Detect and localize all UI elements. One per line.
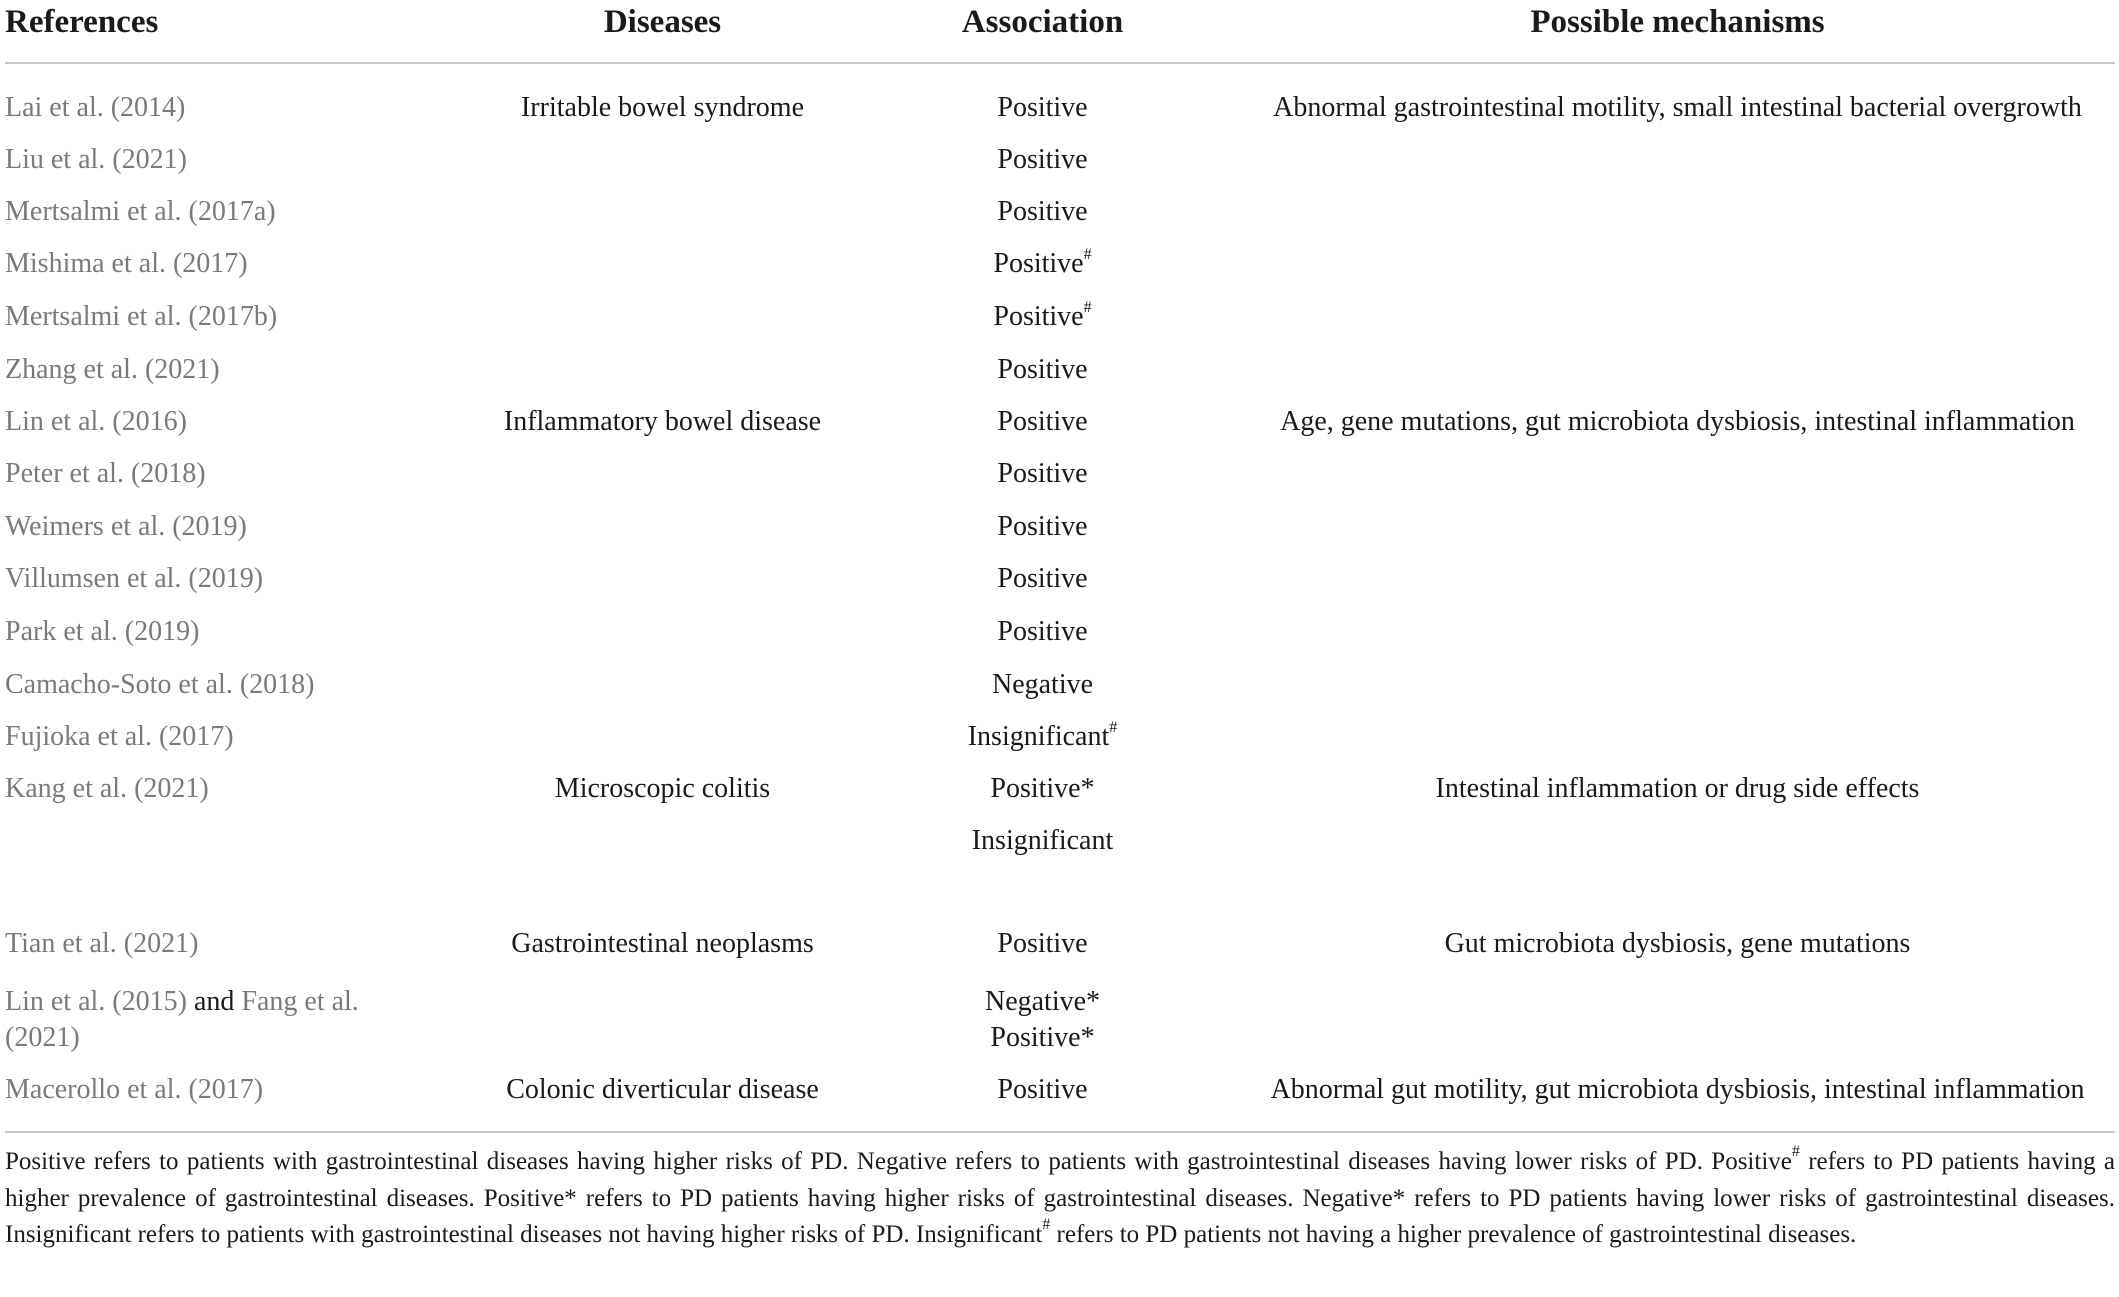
ref-link-fang-2021[interactable]: Fang et al. [241, 986, 359, 1017]
ref-and: and [186, 986, 242, 1017]
ref-link[interactable]: Tian et al. (2021) [5, 928, 199, 959]
association-text: Positive [997, 92, 1088, 123]
assoc-positive-star: Positive* [990, 1022, 1095, 1053]
ref-link[interactable]: Fujioka et al. (2017) [5, 721, 234, 752]
association-text: Positive [997, 563, 1088, 594]
association-text: Positive [997, 458, 1088, 489]
footnote-part-1: Positive refers to patients with gastrointestinal diseases having higher risks of PD. Negative refers to patients with gastrointestinal diseases having lower risks of PD. Positive [5, 1148, 1792, 1175]
ref-link[interactable]: Camacho-Soto et al. (2018) [5, 669, 315, 700]
ref-link-lin-2015[interactable]: Lin et al. (2015) [5, 986, 187, 1017]
association-value [910, 667, 1175, 703]
footnote-part-3: refers to PD patients not having a higher prevalence of gastrointestinal diseases. [1050, 1221, 1857, 1248]
mechanism-text: Gut microbiota dysbiosis, gene mutations [1444, 928, 1911, 959]
mech-colonic: Abnormal gut motility, gut microbiota dysbiosis, intestinal inflammation [1270, 1074, 2085, 1105]
association-value [910, 194, 1175, 230]
association-value [910, 404, 1175, 440]
association-text: Positive* [990, 773, 1095, 804]
association-value [910, 509, 1175, 545]
association-text: Insignificant [971, 825, 1114, 856]
association-mark: # [1083, 299, 1092, 316]
association-text: Positive [997, 511, 1088, 542]
mechanism-text: Intestinal inflammation or drug side effects [1435, 773, 1920, 804]
header-rule [5, 62, 2115, 64]
ref-link[interactable]: Lin et al. (2016) [5, 406, 187, 437]
association-text: Positive [997, 616, 1088, 647]
header-association: Association [961, 4, 1124, 40]
ref-link[interactable]: Liu et al. (2021) [5, 144, 187, 175]
ref-link[interactable]: Mertsalmi et al. (2017b) [5, 301, 278, 332]
association-text: Positive [997, 406, 1088, 437]
assoc-lin-fang [910, 984, 1175, 1056]
assoc-negative-star: Negative* [984, 986, 1101, 1017]
association-text: Positive [993, 301, 1084, 332]
association-text: Negative [991, 669, 1094, 700]
association-text: Positive [993, 248, 1084, 279]
association-value [910, 719, 1175, 755]
disease-label: Microscopic colitis [554, 773, 771, 804]
association-value [910, 456, 1175, 492]
ref-link[interactable]: Park et al. (2019) [5, 616, 200, 647]
footer-rule [5, 1131, 2115, 1133]
association-value [910, 142, 1175, 178]
ref-link[interactable]: Weimers et al. (2019) [5, 511, 247, 542]
footnote-mark-2: # [1042, 1216, 1051, 1233]
association-mark: # [1109, 719, 1118, 736]
ref-link[interactable]: Mertsalmi et al. (2017a) [5, 196, 276, 227]
disease-label: Gastrointestinal neoplasms [511, 928, 814, 959]
ref-link[interactable]: Mishima et al. (2017) [5, 248, 248, 279]
association-text: Insignificant [967, 721, 1110, 752]
ref-link[interactable]: Zhang et al. (2021) [5, 354, 220, 385]
association-value [910, 90, 1175, 126]
mechanism-text: Age, gene mutations, gut microbiota dysbiosis, intestinal inflammation [1280, 406, 2075, 437]
ref-macerollo[interactable]: Macerollo et al. (2017) [5, 1074, 264, 1105]
header-references: References [5, 4, 159, 40]
header-mechanisms: Possible mechanisms [1530, 4, 1825, 40]
assoc-macerollo: Positive [997, 1074, 1088, 1105]
association-text: Positive [997, 196, 1088, 227]
ref-link[interactable]: Lai et al. (2014) [5, 92, 186, 123]
association-value [910, 246, 1175, 282]
association-mark: # [1083, 246, 1092, 263]
ref-lin-fang[interactable] [5, 984, 359, 1056]
footnote-mark-1: # [1791, 1143, 1800, 1160]
association-value [910, 561, 1175, 597]
association-text: Positive [997, 144, 1088, 175]
association-text: Positive [997, 928, 1088, 959]
mechanism-text: Abnormal gastrointestinal motility, small intestinal bacterial overgrowth [1273, 92, 2082, 123]
ref-link[interactable]: Villumsen et al. (2019) [5, 563, 264, 594]
association-text: Positive [997, 354, 1088, 385]
association-value [910, 614, 1175, 650]
ref-link[interactable]: Peter et al. (2018) [5, 458, 206, 489]
disease-label: Inflammatory bowel disease [503, 406, 822, 437]
table-footnote [5, 1144, 2115, 1254]
header-diseases: Diseases [603, 4, 722, 40]
disease-colonic: Colonic diverticular disease [506, 1074, 819, 1105]
association-value [910, 352, 1175, 388]
disease-label: Irritable bowel syndrome [520, 92, 805, 123]
association-value [910, 926, 1175, 962]
association-value [910, 299, 1175, 335]
ref-link[interactable]: Kang et al. (2021) [5, 773, 209, 804]
ref-link-fang-2021-year[interactable]: (2021) [5, 1022, 80, 1053]
association-value [910, 771, 1175, 807]
association-value [910, 823, 1175, 859]
footnote-part-2: refers to PD patients having a higher prevalence of gastrointestinal diseases. Positive* refers to PD patients having higher risks of gastrointestinal diseases. Negative* refers to PD patients having lower risks of gastrointestinal diseases. Insignificant refers to patients with gastrointestinal diseases not having higher risks of PD. Insignificant [5, 1148, 2115, 1248]
